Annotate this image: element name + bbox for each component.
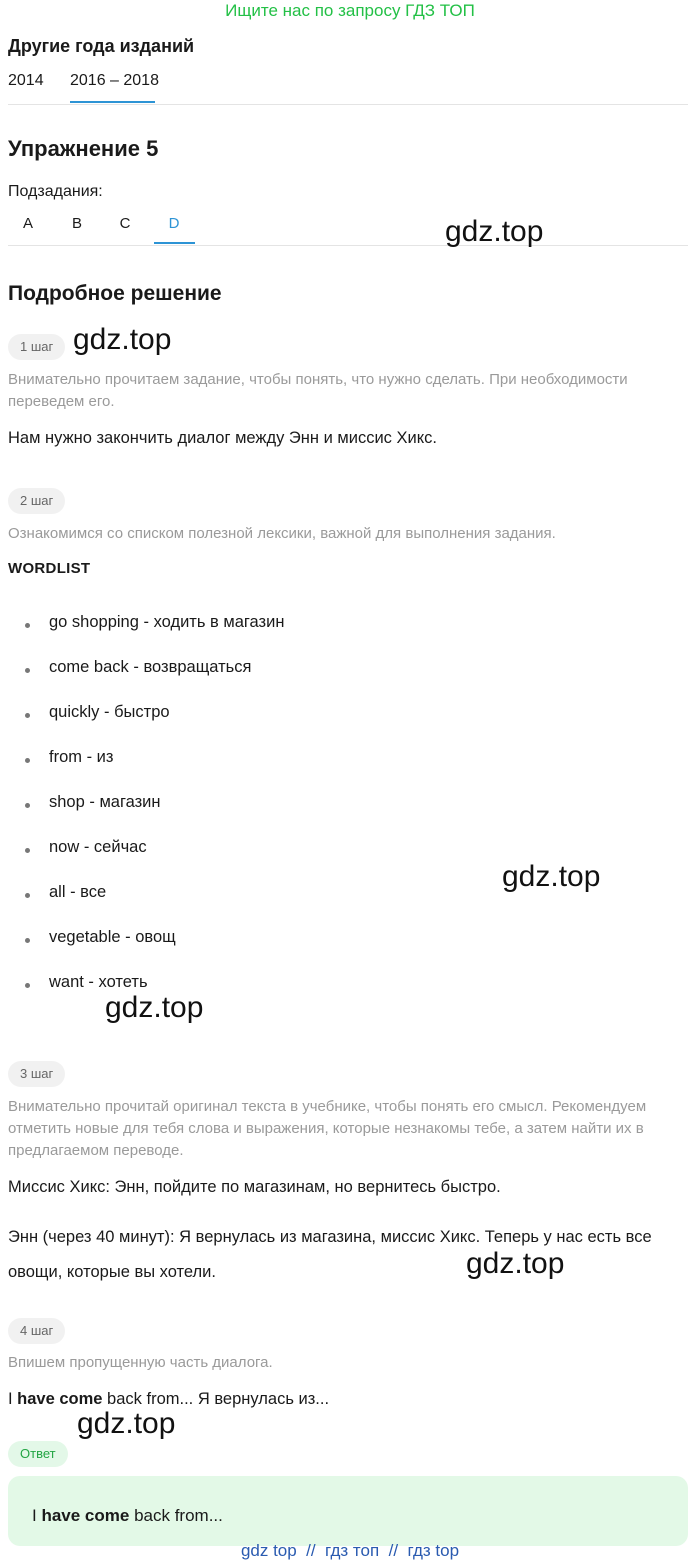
watermark: gdz.top — [77, 1407, 176, 1440]
subtask-tab-d[interactable]: D — [168, 215, 180, 232]
watermark: gdz.top — [105, 991, 204, 1024]
list-bullet — [25, 713, 30, 718]
active-tab-indicator — [70, 101, 155, 103]
list-bullet — [25, 848, 30, 853]
list-item: all - все — [49, 883, 107, 901]
step-text-post: back from... Я вернулась из... — [102, 1390, 330, 1408]
step-hint: Внимательно прочитай оригинал текста в учебнике, чтобы понять его смысл. Рекомендуем отметить новые для тебя слова и выражения, которые незнакомы тебе, а затем найти их в предлагаемом переводе. — [8, 1098, 647, 1159]
watermark: gdz.top — [466, 1247, 565, 1280]
wordlist-heading: WORDLIST — [8, 560, 91, 577]
list-item: go shopping - ходить в магазин — [49, 613, 285, 631]
list-bullet — [25, 668, 30, 673]
step-text — [8, 1388, 688, 1410]
list-item: vegetable - овощ — [49, 928, 176, 946]
step-text: Нам нужно закончить диалог между Энн и миссис Хикс. — [8, 429, 437, 447]
list-bullet — [25, 938, 30, 943]
tab-edition-2016-2018[interactable]: 2016 – 2018 — [70, 72, 159, 89]
editions-heading: Другие года изданий — [8, 36, 195, 56]
step-hint: Впишем пропущенную часть диалога. — [8, 1354, 273, 1371]
list-bullet — [25, 758, 30, 763]
answer-text — [32, 1506, 223, 1526]
solution-heading: Подробное решение — [8, 282, 222, 305]
step-hint: Внимательно прочитаем задание, чтобы понять, что нужно сделать. При необходимости переведем его. — [8, 371, 628, 410]
subtask-tab-b[interactable]: B — [71, 215, 82, 232]
subtasks-divider — [8, 245, 688, 246]
list-bullet — [25, 893, 30, 898]
list-item: now - сейчас — [49, 838, 147, 856]
list-item: come back - возвращаться — [49, 658, 252, 676]
subtask-tab-c[interactable]: C — [119, 215, 131, 232]
step-badge: 2 шаг — [8, 488, 65, 514]
watermark: gdz.top — [502, 860, 601, 893]
search-banner[interactable]: Ищите нас по запросу ГДЗ ТОП — [225, 1, 475, 20]
watermark: gdz.top — [445, 215, 544, 248]
list-bullet — [25, 803, 30, 808]
step-badge: 3 шаг — [8, 1061, 65, 1087]
list-item: shop - магазин — [49, 793, 161, 811]
step-text: Миссис Хикс: Энн, пойдите по магазинам, но вернитесь быстро. — [8, 1178, 501, 1196]
editions-divider — [8, 104, 688, 105]
step-badge: 4 шаг — [8, 1318, 65, 1344]
step-hint: Ознакомимся со списком полезной лексики, важной для выполнения задания. — [8, 525, 556, 542]
answer-text-bold: have come — [41, 1506, 130, 1525]
subtask-tab-a[interactable]: A — [22, 215, 33, 232]
step-text-pre: I — [8, 1390, 18, 1408]
list-bullet — [25, 623, 30, 628]
active-subtask-indicator — [154, 242, 195, 244]
answer-badge: Ответ — [8, 1441, 68, 1467]
list-item: from - из — [49, 748, 114, 766]
step-text: Энн (через 40 минут): Я вернулась из магазина, миссис Хикс. Теперь у нас есть все овощи, которые вы хотели. — [8, 1228, 652, 1281]
exercise-title: Упражнение 5 — [8, 136, 159, 161]
step-text-bold: have come — [17, 1390, 103, 1408]
footer-links[interactable]: gdz top // гдз топ // гдз top — [240, 1541, 460, 1560]
subtasks-label: Подзадания: — [8, 183, 103, 200]
step-badge: 1 шаг — [8, 334, 65, 360]
list-item: quickly - быстро — [49, 703, 170, 721]
list-item: want - хотеть — [49, 973, 148, 991]
watermark: gdz.top — [73, 323, 172, 356]
answer-text-pre: I — [32, 1506, 42, 1525]
tab-edition-2014[interactable]: 2014 — [8, 72, 44, 89]
list-bullet — [25, 983, 30, 988]
answer-text-post: back from... — [129, 1506, 223, 1525]
